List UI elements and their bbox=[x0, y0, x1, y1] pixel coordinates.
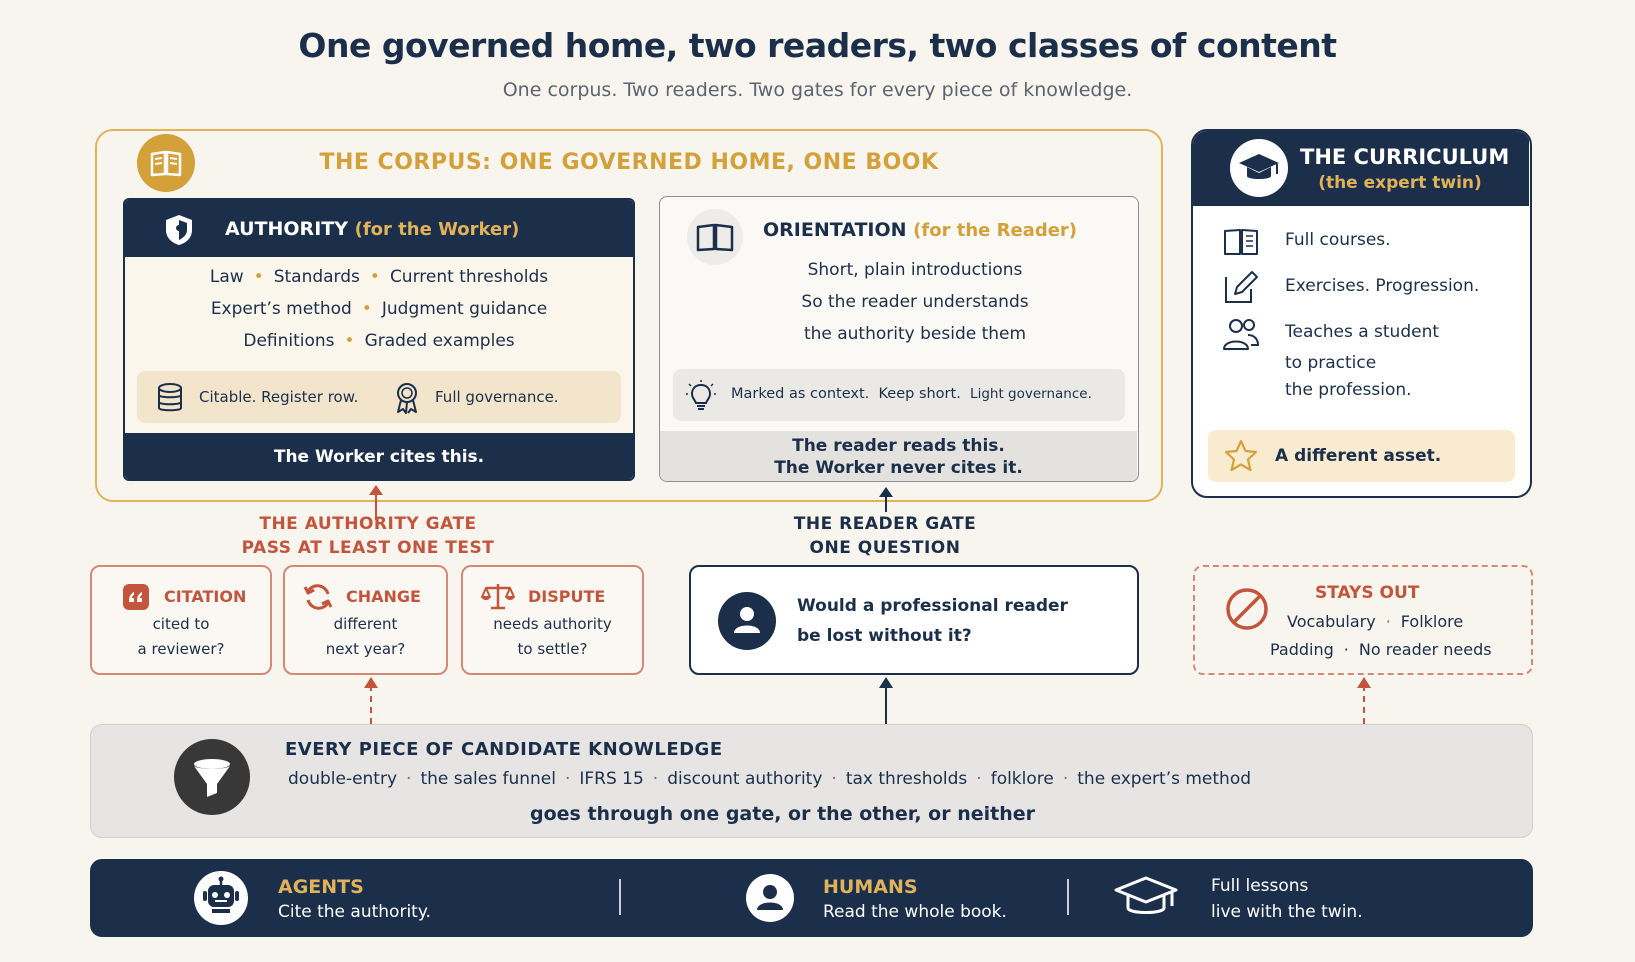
test-title: CHANGE bbox=[346, 587, 421, 606]
humans-text: Read the whole book. bbox=[823, 902, 1007, 922]
bar-divider bbox=[619, 879, 621, 915]
graduation-cap-icon bbox=[1114, 874, 1178, 926]
test-title: DISPUTE bbox=[528, 587, 606, 606]
stays-out-row-2: Padding · No reader needs bbox=[1270, 640, 1492, 659]
test-question-line: a reviewer? bbox=[137, 640, 225, 658]
stays-out-item: No reader needs bbox=[1358, 640, 1492, 659]
authority-item: Graded examples bbox=[364, 331, 515, 351]
curriculum-exercises: Exercises. Progression. bbox=[1285, 276, 1480, 296]
reader-gate-line: THE READER GATE bbox=[793, 514, 977, 534]
quote-icon bbox=[122, 583, 150, 615]
test-change bbox=[283, 565, 448, 675]
authority-item: Definitions bbox=[243, 331, 335, 351]
authority-gate-line: THE AUTHORITY GATE bbox=[259, 514, 477, 534]
authority-footer: The Worker cites this. bbox=[125, 433, 633, 481]
authority-row-3: Definitions • Graded examples bbox=[243, 331, 515, 351]
governance-note: Full governance. bbox=[435, 388, 559, 406]
authority-item: Expert’s method bbox=[210, 299, 352, 319]
authority-title-text: AUTHORITY bbox=[225, 218, 348, 240]
curriculum-subtitle: (the expert twin) bbox=[1318, 173, 1482, 193]
reader-gate-label bbox=[735, 512, 1035, 560]
reader-question-box bbox=[689, 565, 1139, 675]
orientation-line: the authority beside them bbox=[803, 324, 1027, 344]
test-question bbox=[463, 612, 642, 662]
orientation-line: Short, plain introductions bbox=[807, 260, 1023, 280]
lessons-text-1: Full lessons bbox=[1211, 876, 1309, 896]
orientation-footer-line: The Worker never cites it. bbox=[774, 458, 1023, 478]
candidate-bottom-line: goes through one gate, or the other, or neither bbox=[529, 803, 1035, 825]
authority-row-1: Law • Standards • Current thresholds bbox=[209, 267, 549, 287]
test-citation bbox=[90, 565, 272, 675]
test-question-line: next year? bbox=[325, 640, 406, 658]
test-dispute bbox=[461, 565, 644, 675]
reader-question bbox=[797, 591, 1068, 651]
curriculum-courses: Full courses. bbox=[1285, 230, 1391, 250]
test-question bbox=[92, 612, 270, 662]
stays-out-item: Vocabulary bbox=[1287, 612, 1376, 631]
candidate-item: tax thresholds bbox=[845, 769, 968, 789]
orientation-line: So the reader understands bbox=[801, 292, 1029, 312]
candidate-knowledge-box bbox=[90, 724, 1533, 838]
bottom-bar bbox=[90, 859, 1533, 937]
note-light: Light governance. bbox=[970, 386, 1092, 402]
scales-icon bbox=[481, 581, 515, 615]
refresh-icon bbox=[303, 582, 333, 616]
page-title: One governed home, two readers, two classes of content bbox=[298, 26, 1337, 65]
stays-out-box bbox=[1193, 565, 1533, 675]
stays-out-item: Folklore bbox=[1400, 612, 1464, 631]
authority-gate-line: PASS AT LEAST ONE TEST bbox=[241, 538, 495, 558]
orientation-footer-line: The reader reads this. bbox=[792, 436, 1005, 456]
user-icon bbox=[718, 592, 776, 650]
humans-heading: HUMANS bbox=[823, 876, 918, 898]
candidate-item: the sales funnel bbox=[420, 769, 556, 789]
note-short: Keep short. bbox=[878, 386, 961, 402]
prohibited-icon bbox=[1225, 587, 1269, 635]
reader-question-line: be lost without it? bbox=[797, 626, 972, 646]
authority-row-2: Expert’s method • Judgment guidance bbox=[210, 299, 548, 319]
candidate-item: the expert’s method bbox=[1077, 769, 1252, 789]
authority-subtitle: (for the Worker) bbox=[354, 219, 520, 240]
curriculum-teaches-2: to practice bbox=[1285, 353, 1377, 373]
stays-out-item: Padding bbox=[1270, 640, 1334, 659]
page-subtitle: One corpus. Two readers. Two gates for every piece of knowledge. bbox=[502, 79, 1133, 101]
note-context: Marked as context. bbox=[731, 386, 870, 402]
user-icon bbox=[746, 874, 794, 922]
test-question-line: needs authority bbox=[493, 615, 612, 633]
orientation-title-text: ORIENTATION bbox=[763, 219, 907, 241]
candidate-item: folklore bbox=[990, 769, 1054, 789]
robot-icon bbox=[194, 871, 248, 925]
reader-question-line: Would a professional reader bbox=[797, 596, 1068, 616]
orientation-subtitle: (for the Reader) bbox=[913, 220, 1078, 241]
lessons-text-2: live with the twin. bbox=[1211, 902, 1363, 922]
authority-item: Current thresholds bbox=[389, 267, 549, 287]
candidate-item: IFRS 15 bbox=[579, 769, 644, 789]
authority-item: Standards bbox=[273, 267, 360, 287]
agents-text: Cite the authority. bbox=[278, 902, 431, 922]
test-question bbox=[285, 612, 446, 662]
candidate-items: double-entry · the sales funnel · IFRS 15 · discount authority · tax thresholds · folklore · the expert’s method bbox=[288, 769, 1252, 789]
authority-item: Judgment guidance bbox=[381, 299, 548, 319]
stays-out-row-1: Vocabulary · Folklore bbox=[1287, 612, 1464, 631]
stays-out-title: STAYS OUT bbox=[1315, 583, 1420, 603]
corpus-title: THE CORPUS: ONE GOVERNED HOME, ONE BOOK bbox=[319, 150, 939, 175]
curriculum-note-text: A different asset. bbox=[1275, 446, 1442, 466]
authority-item: Law bbox=[209, 267, 244, 287]
curriculum-teaches-3: the profession. bbox=[1285, 380, 1412, 400]
candidate-title: EVERY PIECE OF CANDIDATE KNOWLEDGE bbox=[285, 739, 723, 760]
test-question-line: cited to bbox=[152, 615, 210, 633]
curriculum-teaches-1: Teaches a student bbox=[1285, 322, 1440, 342]
candidate-item: discount authority bbox=[667, 769, 823, 789]
bar-divider bbox=[1067, 879, 1069, 915]
test-question-line: different bbox=[333, 615, 398, 633]
reader-gate-line: ONE QUESTION bbox=[809, 538, 961, 558]
agents-heading: AGENTS bbox=[278, 876, 364, 898]
register-note: Citable. Register row. bbox=[199, 388, 359, 406]
authority-gate-label bbox=[186, 512, 550, 560]
candidate-item: double-entry bbox=[288, 769, 398, 789]
test-title: CITATION bbox=[164, 587, 247, 606]
test-question-line: to settle? bbox=[517, 640, 588, 658]
curriculum-title: THE CURRICULUM bbox=[1300, 145, 1510, 169]
